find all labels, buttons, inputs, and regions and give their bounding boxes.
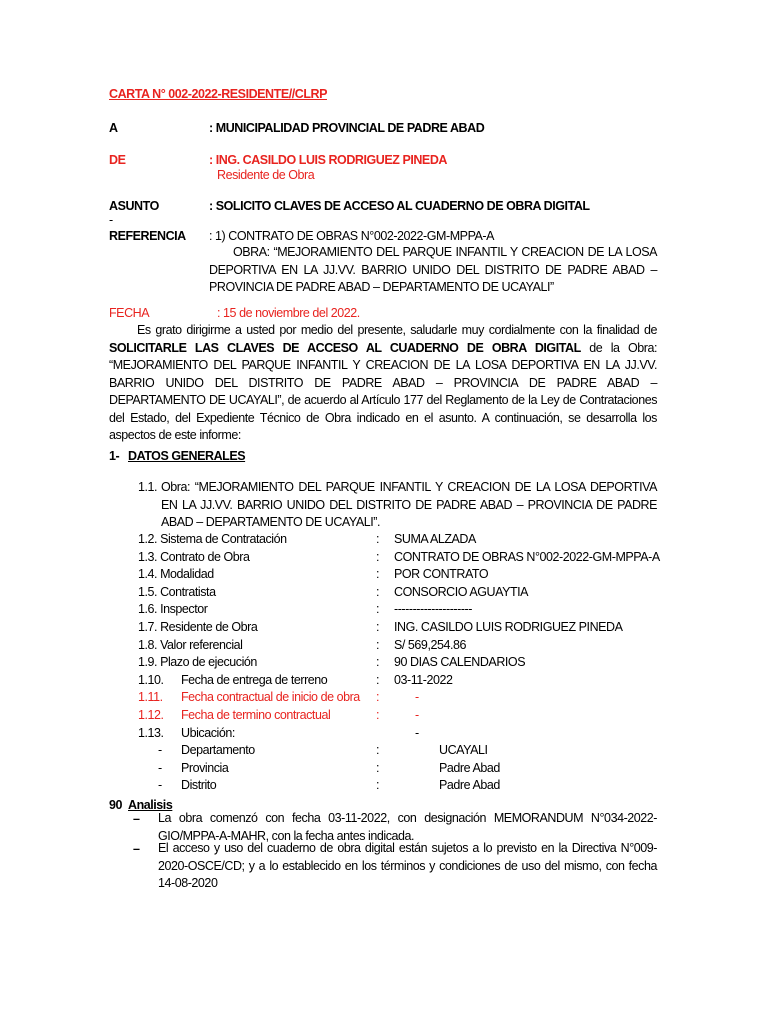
location-label: Provincia [181,760,229,775]
analysis-title: Analisis [128,798,173,812]
location-dash: - [158,760,162,775]
data-row-value: - [415,725,419,740]
data-row-number: 1.13. [138,725,164,740]
data-row-label: Fecha de termino contractual [181,708,331,722]
data-row-label: Ubicación: [181,725,235,740]
data-row-colon: : [376,549,380,564]
location-dash: - [158,778,162,793]
bullet-dash: – [133,842,140,856]
data-row-colon: : [376,708,380,722]
dash-marker: - [109,213,113,227]
data-row-number: 1.11. [138,690,163,705]
data-row-value: S/ 569,254.86 [394,637,466,652]
date-label: FECHA [109,306,150,320]
location-colon: : [376,743,380,758]
intro-bold: SOLICITARLE LAS CLAVES DE ACCESO AL CUADERNO DE OBRA DIGITAL [109,340,581,355]
letter-number: CARTA N° 002-2022-RESIDENTE//CLRP [109,87,327,101]
reference-obra: OBRA: “MEJORAMIENTO DEL PARQUE INFANTIL Y CREACION DE LA LOSA DEPORTIVA EN LA JJ.VV. BARRIO UNIDO DEL DISTRITO DE PADRE ABAD – PROVINCIA DE PADRE ABAD – DEPARTAMENTO DE UCAYALI” [209,245,657,294]
data-row-label: 1.8. Valor referencial [138,637,243,652]
location-colon: : [376,760,380,775]
data-row-value: CONTRATO DE OBRAS N°002-2022-GM-MPPA-A [394,549,660,564]
sender-role: Residente de Obra [217,168,315,182]
data-row-value: SUMA ALZADA [394,532,476,546]
analysis-number: 90 [109,798,123,812]
data-row-number: 1.12. [138,708,164,722]
data-row-label: Fecha contractual de inicio de obra [181,690,360,705]
data-row-label: 1.9. Plazo de ejecución [138,655,257,670]
data-row-label: 1.7. Residente de Obra [138,620,258,634]
recipient-label: A [109,121,118,135]
data-row-label: 1.3. Contrato de Obra [138,549,250,564]
data-row-colon: : [376,690,380,705]
data-row-value: - [415,708,419,722]
location-value: UCAYALI [439,743,488,758]
location-value: Padre Abad [439,760,500,775]
obra-text: Obra: “MEJORAMIENTO DEL PARQUE INFANTIL Y CREACION DE LA LOSA DEPORTIVA EN LA JJ.VV. BARRIO UNIDO DEL DISTRITO DE PADRE ABAD – PROVINCIA DE PADRE ABAD – DEPARTAMENTO DE UCAYALI”. [161,480,657,529]
data-row-value: 03-11-2022 [394,672,453,687]
intro-text-2: de la Obra: “MEJORAMIENTO DEL PARQUE INFANTIL Y CREACION DE LA LOSA DEPORTIVA EN LA JJ.VV. BARRIO UNIDO DEL DISTRITO DE PADRE ABAD – PROVINCIA DE PADRE ABAD – DEPARTAMENTO DE UCAYALI”, de acuerdo al Artículo 177 del Reglamento de la Ley de Contrataciones del Estado, del Expediente Técnico de Obra indicado en el asunto. A continuación, se desarrolla los aspectos de este informe: [109,340,658,442]
section-title: DATOS GENERALES [128,449,246,463]
location-label: Departamento [181,743,255,758]
reference-contract: : 1) CONTRATO DE OBRAS N°002-2022-GM-MPPA-A [209,229,495,243]
data-row-value: 90 DIAS CALENDARIOS [394,655,526,670]
data-row-colon: : [376,532,380,546]
data-row-label: Fecha de entrega de terreno [181,672,328,687]
data-row-colon: : [376,584,380,599]
data-row-colon: : [376,620,380,634]
data-row-label: 1.2. Sistema de Contratación [138,532,287,546]
data-row-value: --------------------- [394,602,472,617]
bullet-dash: – [133,812,140,826]
location-value: Padre Abad [439,778,500,793]
analysis-bullet-2: El acceso y uso del cuaderno de obra digital están sujetos a lo previsto en la Directiva N°009-2020-OSCE/CD; y a lo establecido en los términos y condiciones de uso del mismo, con fecha 14-08-2020 [158,841,657,890]
data-row-colon: : [376,637,380,652]
data-row-colon: : [376,567,380,582]
data-row-value: POR CONTRATO [394,567,489,582]
data-row-label: 1.5. Contratista [138,584,216,599]
location-label: Distrito [181,778,217,793]
sender-value: : ING. CASILDO LUIS RODRIGUEZ PINEDA [209,153,447,167]
location-colon: : [376,778,380,793]
subject-label: ASUNTO [109,199,159,213]
obra-number: 1.1. [138,480,158,494]
data-row-colon: : [376,602,380,617]
sender-label: DE [109,153,126,167]
location-dash: - [158,743,162,758]
data-row-colon: : [376,672,380,687]
data-row-value: ING. CASILDO LUIS RODRIGUEZ PINEDA [394,620,623,634]
reference-label: REFERENCIA [109,229,186,243]
data-row-colon: : [376,655,380,670]
data-row-number: 1.10. [138,672,164,687]
analysis-bullet-1: La obra comenzó con fecha 03-11-2022, con designación MEMORANDUM N°034-2022-GIO/MPPA-A-MAHR, con la fecha antes indicada. [158,811,657,843]
intro-text-1: Es grato dirigirme a usted por medio del presente, saludarle muy cordialmente con la finalidad de [137,323,657,337]
date-value: : 15 de noviembre del 2022. [217,306,360,320]
intro-paragraph [109,322,657,445]
data-row-label: 1.6. Inspector [138,602,208,617]
data-row-value: CONSORCIO AGUAYTIA [394,584,529,599]
subject-value: : SOLICITO CLAVES DE ACCESO AL CUADERNO DE OBRA DIGITAL [209,199,590,213]
recipient-value: : MUNICIPALIDAD PROVINCIAL DE PADRE ABAD [209,121,485,135]
data-row-label: 1.4. Modalidad [138,567,214,582]
section-number: 1- [109,449,120,463]
data-row-value: - [415,690,419,705]
